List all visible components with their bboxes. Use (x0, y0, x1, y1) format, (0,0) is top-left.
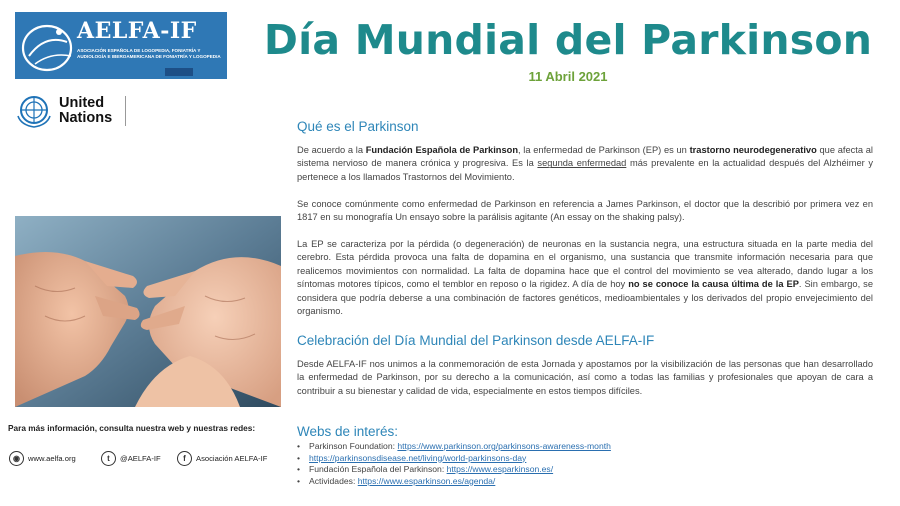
section-heading-celebration: Celebración del Día Mundial del Parkinson desde AELFA-IF (297, 333, 655, 348)
un-emblem-icon (15, 94, 53, 128)
links-list (297, 441, 611, 487)
more-info-text: Para más información, consulta nuestra web y nuestras redes: (8, 423, 256, 433)
globe-icon: ◉ (9, 451, 24, 466)
link-esparkinson-agenda[interactable]: https://www.esparkinson.es/agenda/ (357, 475, 496, 486)
text-span: La EP se caracteriza por la pérdida (o degeneración) de neuronas en la sustancia negra, una estructura situada en la parte media del cerebro. Esta pérdida provoca una falta de dopamina en el organismo, una sustancia que transmite información necesaria para que realicemos movimientos con normalidad. La falta de dopamina hace que el control del movimiento se vea alterado, dando lugar a los síntomas motores típicos, como el temblor en reposo o la rigidez. A día de hoy (297, 239, 873, 290)
bold-span: no se conoce la causa última de la EP (628, 279, 799, 290)
list-item (297, 476, 611, 488)
contact-website[interactable] (9, 450, 76, 466)
link-parkinson-foundation[interactable]: https://www.parkinson.org/parkinsons-awareness-month (397, 441, 611, 451)
event-date: 11 Abril 2021 (528, 69, 608, 84)
un-line2: Nations (59, 110, 113, 126)
contact-facebook[interactable] (177, 450, 267, 466)
list-item (297, 441, 611, 453)
text-span: más prevalente en la actualidad después del Alzhéimer y pertenece a los llamados Trastornos del Movimiento. (297, 158, 873, 182)
list-item (297, 464, 611, 476)
contact-facebook-label: Asociación AELFA-IF (196, 453, 268, 463)
logo-subtitle: ASOCIACIÓN ESPAÑOLA DE LOGOPEDIA, FONIATRÍA Y AUDIOLOGÍA E IBEROAMERICANA DE FONIATRÍA Y LOGOPEDIA (77, 48, 221, 59)
text-span: De acuerdo a la (297, 145, 366, 155)
link-esparkinson[interactable]: https://www.esparkinson.es/ (446, 464, 554, 475)
paragraph-history: Se conoce comúnmente como enfermedad de Parkinson en referencia a James Parkinson, el doctor que la describió por primera vez en 1817 en su monografía Un ensayo sobre la parálisis agitante (An essay on the shaking palsy). (297, 199, 873, 223)
un-divider (125, 96, 126, 126)
twitter-icon: t (101, 451, 116, 466)
page-title: Día Mundial del Parkinson (263, 16, 873, 64)
section-heading-links: Webs de interés: (297, 424, 399, 439)
bold-span: trastorno neurodegenerativo (689, 145, 817, 155)
hands-photo (15, 216, 281, 407)
un-line1: United (59, 95, 105, 111)
facebook-icon: f (177, 451, 192, 466)
link-parkinsonsdisease[interactable]: https://parkinsonsdisease.net/living/world-parkinsons-day (309, 452, 527, 463)
logo-name: AELFA-IF (77, 18, 197, 44)
text-span: . Sin embargo, se considera que podría deberse a una combinación de factores genéticos, medioambientales y los derivados del propio envejecimiento del organismo. (297, 279, 873, 317)
link-prefix: Actividades: (309, 475, 358, 486)
paragraph-celebration: Desde AELFA-IF nos unimos a la conmemoración de esta Jornada y apostamos por la visibilización de las personas que han desarrollado la enfermedad de Parkinson, por su derecho a la comunicación, así como a todas las familias y profesionales que apoyan de cara a contribuir a su bienestar y calidad de vida, especialmente en estos tiempos difíciles. (297, 359, 873, 396)
text-span: , la enfermedad de Parkinson (EP) es un (518, 145, 690, 155)
un-logo (15, 94, 135, 128)
contact-website-label: www.aelfa.org (28, 453, 76, 463)
paragraph-definition (297, 144, 873, 184)
contact-twitter-label: @AELFA-IF (120, 453, 161, 463)
underlined-span: segunda enfermedad (537, 158, 627, 169)
bold-span: Fundación Española de Parkinson (365, 145, 518, 155)
contact-twitter[interactable] (101, 450, 161, 466)
link-prefix: Parkinson Foundation: (309, 441, 398, 451)
aelfa-logo (15, 12, 227, 79)
text-span: que afecta al sistema nervioso de manera crónica y progresiva. Es la (297, 145, 873, 169)
list-item (297, 453, 611, 465)
section-heading-what-is: Qué es el Parkinson (297, 119, 419, 134)
link-prefix: Fundación Española del Parkinson: (309, 464, 447, 475)
paragraph-characteristics (297, 238, 873, 318)
